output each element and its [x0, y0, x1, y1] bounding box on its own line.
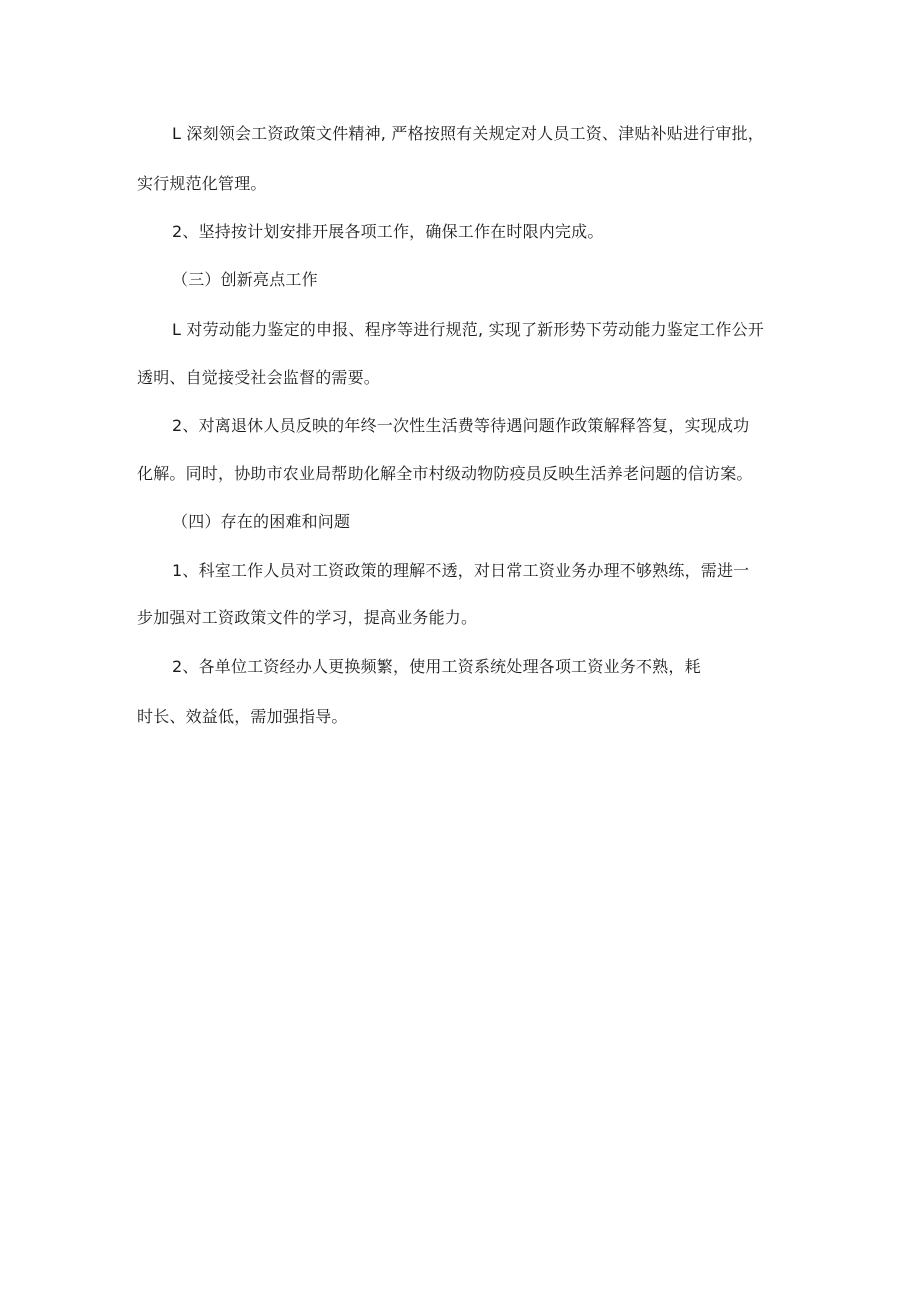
paragraph-4-line-1: 2、对离退休人员反映的年终一次性生活费等待遇问题作政策解释答复，实现成功	[172, 416, 750, 435]
paragraph-5-line-2: 步加强对工资政策文件的学习，提高业务能力。	[137, 608, 478, 627]
paragraph-2-line-1: 2、坚持按计划安排开展各项工作，确保工作在时限内完成。	[172, 222, 604, 241]
paragraph-3-line-1: L 对劳动能力鉴定的申报、程序等进行规范, 实现了新形势下劳动能力鉴定工作公开	[172, 320, 764, 339]
paragraph-3-line-2: 透明、自觉接受社会监督的需要。	[137, 368, 381, 387]
paragraph-4-line-2: 化解。同时，协助市农业局帮助化解全市村级动物防疫员反映生活养老问题的信访案。	[137, 464, 753, 483]
paragraph-5-line-1: 1、科室工作人员对工资政策的理解不透，对日常工资业务办理不够熟练，需进一	[172, 561, 750, 580]
paragraph-1-line-2: 实行规范化管理。	[137, 174, 267, 193]
paragraph-6-line-1: 2、各单位工资经办人更换频繁，使用工资系统处理各项工资业务不熟，耗	[172, 657, 701, 676]
paragraph-1-line-1: L 深刻领会工资政策文件精神, 严格按照有关规定对人员工资、津贴补贴进行审批，	[172, 124, 764, 143]
paragraph-6-line-2: 时长、效益低，需加强指导。	[137, 707, 348, 726]
section-heading-four: （四）存在的困难和问题	[172, 512, 351, 531]
section-heading-three: （三）创新亮点工作	[172, 270, 318, 289]
